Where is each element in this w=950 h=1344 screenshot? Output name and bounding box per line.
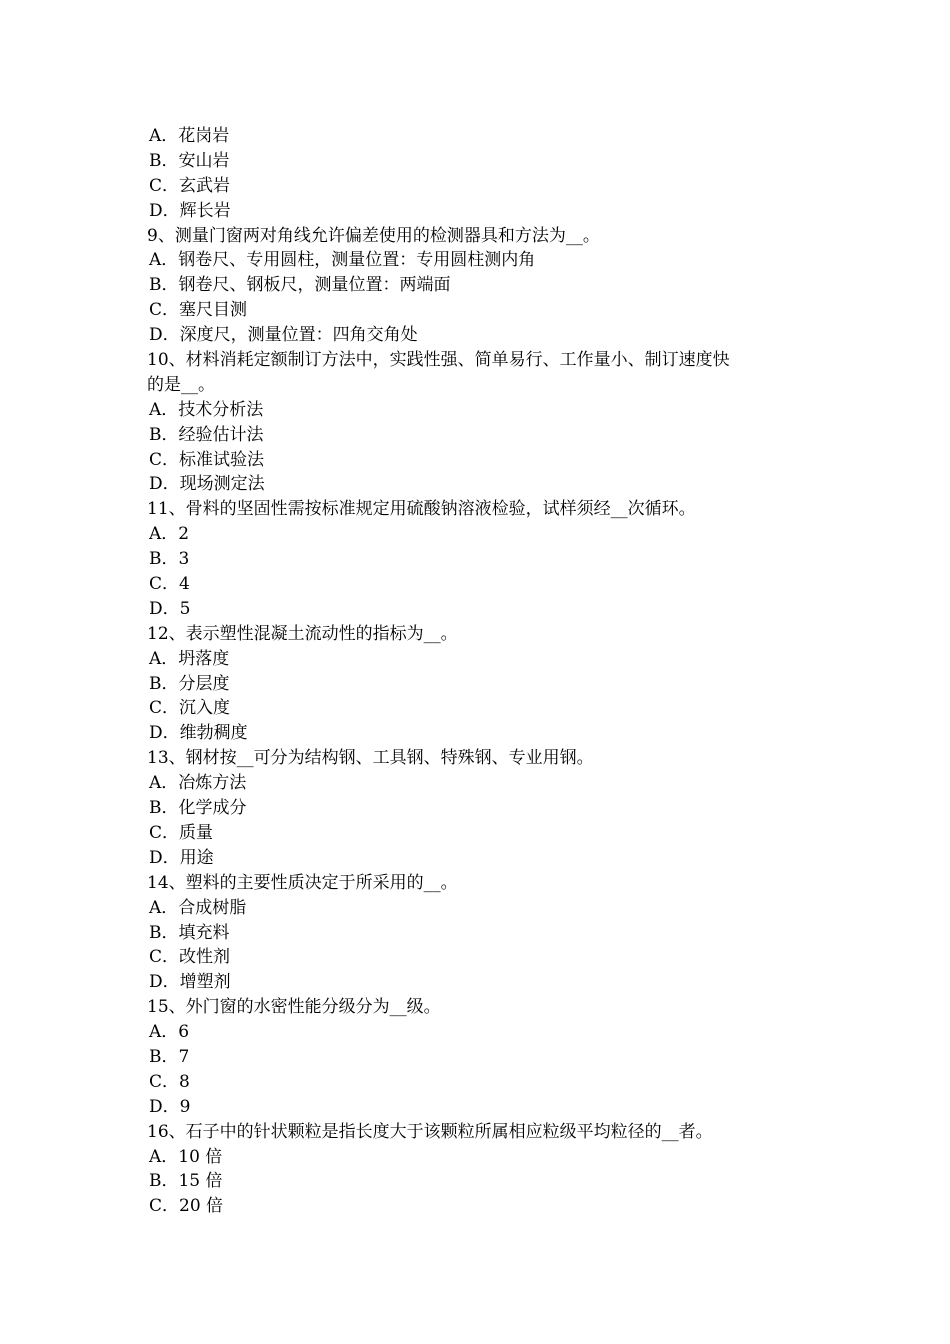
question-line: 14、塑料的主要性质决定于所采用的__。 — [147, 872, 458, 893]
question-line: 9、测量门窗两对角线允许偏差使用的检测器具和方法为__。 — [147, 225, 600, 246]
option-line: D．增塑剂 — [149, 972, 231, 993]
option-line: C．标准试验法 — [149, 449, 265, 470]
question-line: 12、表示塑性混凝土流动性的指标为__。 — [147, 623, 458, 644]
option-line: D．5 — [149, 598, 191, 619]
option-line: D．维勃稠度 — [149, 723, 248, 744]
option-line: D．深度尺，测量位置：四角交角处 — [149, 325, 418, 346]
question-line: 16、石子中的针状颗粒是指长度大于该颗粒所属相应粒级平均粒径的__者。 — [147, 1121, 713, 1142]
question-line: 13、钢材按__可分为结构钢、工具钢、特殊钢、专业用钢。 — [147, 748, 594, 769]
option-line: D．现场测定法 — [149, 474, 265, 495]
option-line: C．质量 — [149, 822, 214, 843]
option-line: C．改性剂 — [149, 947, 231, 968]
question-line: 11、骨料的坚固性需按标准规定用硫酸钠溶液检验，试样须经__次循环。 — [147, 499, 696, 520]
option-line: B．经验估计法 — [149, 424, 264, 445]
option-line: A．钢卷尺、专用圆柱，测量位置：专用圆柱测内角 — [149, 250, 536, 271]
option-line: C．8 — [149, 1071, 190, 1092]
option-line: A．技术分析法 — [149, 399, 264, 420]
option-line: B．安山岩 — [149, 150, 230, 171]
option-line: B．3 — [149, 549, 190, 570]
option-line: A．花岗岩 — [149, 126, 230, 146]
option-line: B．15 倍 — [149, 1171, 223, 1192]
option-line: C．20 倍 — [149, 1196, 224, 1217]
option-line: A．2 — [149, 524, 190, 545]
option-line: A．6 — [149, 1022, 190, 1043]
option-line: D．辉长岩 — [149, 200, 231, 221]
option-line: C．玄武岩 — [149, 175, 231, 196]
option-line: A．冶炼方法 — [149, 773, 247, 794]
option-line: B．填充料 — [149, 922, 230, 943]
document-page — [147, 124, 827, 1219]
option-line: D．9 — [149, 1096, 191, 1117]
option-line: C．沉入度 — [149, 698, 231, 719]
option-line: A．坍落度 — [149, 648, 230, 669]
option-line: A．合成树脂 — [149, 897, 247, 918]
option-line: C．4 — [149, 574, 190, 595]
option-line: B．分层度 — [149, 673, 230, 694]
option-line: B．化学成分 — [149, 798, 247, 819]
question-line: 10、材料消耗定额制订方法中，实践性强、简单易行、工作量小、制订速度快 — [147, 350, 730, 371]
option-line: C．塞尺目测 — [149, 300, 248, 321]
option-line: A．10 倍 — [149, 1146, 223, 1167]
option-line: D．用途 — [149, 847, 214, 868]
question-line: 15、外门窗的水密性能分级分为__级。 — [147, 997, 441, 1018]
question-line-continued: 的是__。 — [147, 374, 215, 395]
option-line: B．钢卷尺、钢板尺，测量位置：两端面 — [149, 275, 451, 296]
option-line: B．7 — [149, 1046, 190, 1067]
